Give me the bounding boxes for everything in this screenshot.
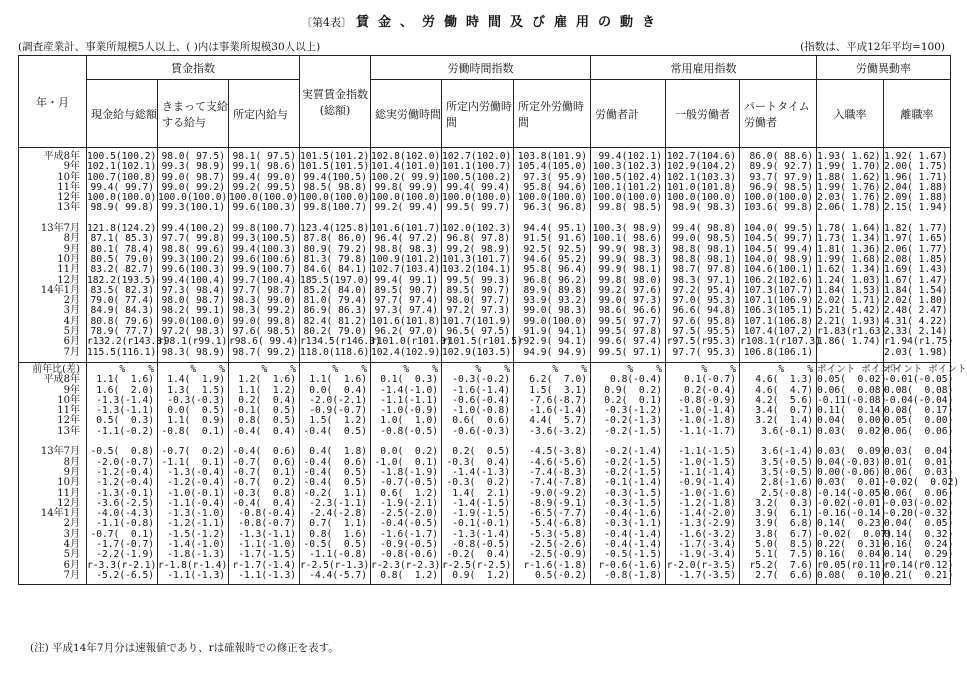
s2-separation-rate: ポイント ポイント -0.01(-0.05) 0.08( 0.08) -0.04(-0.04) 0.08( 0.17) 0.05( 0.00) 0.06( 0.06) 0.03( 0.04) 0.01( 0.01) 0.06( 0.03) -0.02( 0.02) 0.06( 0.06) -0.03(-0.02) -0.20(-0.32) 0.04( 0.05) 0.14( 0.32) 0.16( 0.24) 0.14( 0.29) r0.14(r0.12) 0.21( 0.21): [884, 362, 951, 584]
wage-hours-employment-table: [18, 55, 967, 585]
subtitle-base: (指数は、平成12年平均=100): [800, 41, 945, 53]
s1-scheduled: 98.1( 97.5) 99.1( 98.6) 99.4( 99.0) 99.2( 99.5) 100.0(100.0) 99.6(100.3) 99.8(100.7) 99.3(100.5) 99.4(100.3) 99.6(100.6) 99.9(100.7) 99.7(100.4) 97.7( 98.7) 98.3( 99.0) 98.3( 99.2) 99.0( 99.8) 97.6( 98.5) r98.6( 99.4) 98.7( 99.2): [229, 148, 300, 363]
s1-total-hours: 102.8(102.0) 101.4(101.0) 100.2( 99.9) 99.8( 99.9) 100.0(100.0) 99.2( 99.4) 101.6(101.7) 96.4( 97.2) 98.8( 98.3) 100.9(101.2) 102.7(103.4) 99.4( 99.1) 89.5( 90.7) 97.7( 97.4) 97.3( 97.4) 101.6(101.8) 96.2( 97.0) r101.0(r101.0) 102.4(102.9): [371, 148, 442, 363]
s2-accession-rate: ポイント ポイント 0.05( 0.02) 0.06( 0.08) -0.11(-0.08) 0.11( 0.14) 0.04( 0.00) 0.03( 0.02) 0.03( 0.09) 0.04(-0.03) 0.00(-0.06) 0.03( 0.01) -0.14(-0.05) -0.02(-0.01) -0.16(-0.14) 0.14( 0.23) -0.02( 0.07) 0.22( 0.31) 0.16( 0.04) r0.05(r0.11) 0.08( 0.10): [817, 362, 884, 584]
group-real-wage: 実質賃金指数(総額): [300, 56, 371, 148]
s1-scheduled-hours: 102.7(102.0) 101.1(100.7) 100.5(100.2) 99.4( 99.4) 100.0(100.0) 99.5( 99.7) 102.0(102.3) 96.8( 97.8) 99.2( 98.9) 101.3(101.7) 103.2(104.1) 99.5( 99.3) 89.5( 90.7) 98.0( 97.7) 97.2( 97.3) 101.7(101.9) 96.5( 97.5) r101.5(r101.5) 102.9(103.5): [442, 148, 514, 363]
s2-general-workers: % % 0.1(-0.7) 0.2(-0.4) -0.8(-0.9) -1.0(-1.4) -1.0(-1.8) -1.1(-1.7) -1.1(-1.5) -1.0(-1.5) -1.1(-1.4) -0.9(-1.4) -1.0(-1.6) -1.2(-1.8) -1.4(-2.0) -1.3(-2.9) -1.6(-3.2) -1.7(-3.4) -1.9(-3.4) r-2.0(r-3.5) -1.7(-3.5): [666, 362, 740, 584]
change-section: [19, 362, 951, 584]
table-number: 〔第4表〕: [300, 16, 352, 29]
index-section: [19, 148, 951, 363]
title-text: 賃金、労働時間及び雇用の動き: [355, 15, 664, 30]
col-total-cash: 現金給与総額: [87, 80, 158, 148]
s1-part-time: 86.0( 88.6) 89.9( 92.7) 93.7( 97.9) 96.9( 98.5) 100.0(100.0) 103.6( 99.8) 104.0( 99.5) 104.5( 99.7) 104.5( 99.4) 104.0( 98.9) 104.6(100.1) 106.2(102.6) 107.3(107.7) 107.1(106.9) 106.3(105.1) 107.1(106.8) 107.4(107.2) r108.1(r107.3) 106.8(106.1): [740, 148, 817, 363]
group-wage-index: 賃金指数: [87, 56, 300, 80]
subtitle-scope: (調査産業計、事業所規模5人以上、( )内は事業所規模30人以上): [18, 41, 321, 53]
col-total-hours: 総実労働時間: [371, 80, 442, 148]
section1-labels: 平成8年 9年 10年 11年 12年 13年 13年7月 8月 9月 10月 11月 12月 14年1月 2月 3月 4月 5月 6月 7月: [19, 148, 87, 363]
s1-contractual: 98.0( 97.5) 99.3( 98.9) 99.0( 98.7) 99.0( 99.2) 100.0(100.0) 99.3(100.1) 99.4(100.2) 97.7( 99.8) 98.8( 99.6) 99.3(100.2) 99.6(100.3) 99.4(100.4) 97.3( 98.4) 98.0( 98.7) 98.2( 99.1) 99.0(100.0) 97.2( 98.3) r98.1(r99.1) 98.3( 98.9): [158, 148, 229, 363]
s2-part-time: % % 4.6( 1.3) 4.6( 4.7) 4.2( 5.6) 3.4( 0.7) 3.2( 1.4) 3.6(-0.1) 3.6(-1.4) 3.5(-0.5) 3.5(-0.5) 2.8(-1.6) 2.5(-0.8) 3.2( 0.3) 3.9( 6.1) 3.9( 6.8) 3.8( 6.7) 5.0( 8.5) 5.1( 7.5) r5.2( 7.6) 2.7( 6.6): [740, 362, 817, 584]
col-contractual: きまって支給する給与: [158, 80, 229, 148]
s1-separation-rate: 1.92( 1.67) 2.00( 1.75) 1.96( 1.71) 2.04( 1.88) 2.09( 1.88) 2.15( 1.94) 1.82( 1.77) 1.97( 1.65) 2.06( 1.77) 2.08( 1.85) 1.69( 1.43) 1.67( 1.47) 1.84( 1.54) 2.02( 1.80) 2.48( 2.47) 4.31( 4.22) 2.33( 2.14) r1.94(r1.75) 2.03( 1.98): [884, 148, 951, 363]
col-general-workers: 一般労働者: [666, 80, 740, 148]
col-overtime-hours: 所定外労働時間: [514, 80, 591, 148]
s2-total-hours: % % 0.1( 0.3) -1.4(-1.0) -1.1(-1.1) -1.0(-0.9) 1.0( 1.0) -0.8(-0.5) 0.0( 0.2) -1.0( 0.1) -1.8(-1.9) -0.7(-0.5) 0.6( 1.2) -1.9(-2.1) -2.5(-2.0) -0.4(-0.5) -1.6(-1.7) -0.9(-0.5) -0.8(-0.6) r-2.3(r-2.3) 0.8( 1.2): [371, 362, 442, 584]
s1-general-workers: 102.7(104.6) 102.9(104.2) 102.1(103.3) 101.0(101.8) 100.0(100.0) 98.9( 98.3) 99.4( 98.8) 99.0( 98.5) 98.8( 98.1) 98.8( 98.1) 98.7( 97.8) 98.3( 97.1) 97.2( 95.4) 97.0( 95.3) 96.6( 94.8) 97.6( 95.8) 97.5( 95.5) r97.5(r95.3) 97.7( 95.3): [666, 148, 740, 363]
s1-real-wage: 101.5(101.2) 101.5(101.5) 99.4(100.5) 98.5( 98.8) 100.0(100.0) 99.8(100.7) 123.4(125.8) 87.8( 86.0) 80.9( 79.2) 81.3( 79.8) 84.6( 84.1) 185.5(197.0) 85.2( 84.0) 81.0( 79.4) 86.9( 86.3) 82.4( 81.2) 80.2( 79.0) r134.5(r146.3) 118.0(118.6): [300, 148, 371, 363]
footnote: (注) 平成14年7月分は速報値であり、rは確報時での修正を表す。: [30, 642, 339, 654]
s2-total-cash: % % 1.1( 1.6) 1.6( 2.0) -1.3(-1.4) -1.3(-1.1) 0.5( 0.3) -1.1(-0.2) -0.5( 0.8) -2.0(-0.7) -1.2(-0.4) -1.2(-0.4) -1.3(-0.1) -3.6(-2.5) -4.0(-4.3) -1.1(-0.8) -0.7( 0.1) -1.7(-0.7) -2.2(-1.9) r-3.3(r-2.1) -5.2(-6.5): [87, 362, 158, 584]
s2-contractual: % % 1.4( 1.9) 1.3( 1.5) -0.3(-0.3) 0.0( 0.5) 1.1( 0.9) -0.8( 0.1) -0.7( 0.2) -1.1( 0.1) -1.3(-0.4) -1.2(-0.4) -1.0(-0.1) -1.1(-0.4) -1.3(-1.0) -1.2(-1.1) -1.5(-1.2) -1.4(-1.0) -1.8(-1.3) r-1.8(r-1.4) -1.1(-1.3): [158, 362, 229, 584]
s1-overtime-hours: 103.8(101.9) 105.4(105.0) 97.3( 95.9) 95.8( 94.6) 100.0(100.0) 96.3( 96.8) 94.4( 95.1) 91.5( 91.6) 92.5( 92.5) 94.6( 95.2) 95.8( 96.4) 96.8( 96.2) 89.9( 89.8) 93.9( 93.2) 99.0( 98.3) 99.0(100.0) 91.9( 94.1) r92.9( 94.1) 94.9( 94.9): [514, 148, 591, 363]
s2-scheduled-hours: % % -0.3(-0.2) -1.6(-1.4) -0.6(-0.4) -1.0(-0.8) 0.6( 0.6) -0.6(-0.3) 0.2( 0.5) -0.3( 0.4) -1.4(-1.3) -0.3( 0.2) 1.4( 2.1) -1.4(-1.5) -1.9(-1.5) -0.1(-0.1) -1.3(-1.4) -0.8(-0.5) -0.2( 0.4) r-2.5(r-2.5) 0.9( 1.2): [442, 362, 514, 584]
s2-scheduled: % % 1.2( 1.6) 1.1( 1.2) 0.2( 0.4) -0.1( 0.5) 0.8( 0.5) -0.4( 0.4) -0.4( 0.6) -0.7( 0.6) -0.7( 0.1) -0.7( 0.2) -0.3( 0.8) -0.4( 0.4) -0.8(-0.4) -0.8(-0.7) -1.3(-1.1) -1.1(-1.0) -1.7(-1.5) r-1.7(-1.4) -1.1(-1.3): [229, 362, 300, 584]
s1-accession-rate: 1.93( 1.62) 1.99( 1.70) 1.88( 1.62) 1.99( 1.76) 2.03( 1.76) 2.06( 1.78) 1.78( 1.64) 1.73( 1.34) 1.81( 1.36) 1.99( 1.68) 1.62( 1.34) 1.24( 1.03) 1.84( 1.53) 2.02( 1.71) 5.21( 5.42) 2.21( 1.93) r1.83(r1.63) 1.86( 1.74): [817, 148, 884, 363]
group-employment-index: 常用雇用指数: [591, 56, 817, 80]
s1-total-cash: 100.5(100.2) 102.1(102.1) 100.7(100.8) 99.4( 99.7) 100.0(100.0) 98.9( 99.8) 121.8(124.2) 87.1( 85.3) 80.1( 78.4) 80.5( 79.0) 83.2( 82.7) 182.2(193.5) 83.5( 82.3) 79.0( 77.4) 84.9( 84.3) 80.8( 79.6) 78.9( 77.7) r132.2(r143.8) 115.5(116.1): [87, 148, 158, 363]
group-hours-index: 労働時間指数: [371, 56, 591, 80]
col-part-time: パートタイム労働者: [740, 80, 817, 148]
s2-all-workers: % % 0.8(-0.4) 0.9( 0.2) 0.2( 0.1) -0.3(-1.2) -0.2(-1.3) -0.2(-1.5) -0.2(-1.4) -0.2(-1.5) -0.2(-1.5) -0.1(-1.4) -0.3(-1.5) -0.3(-1.5) -0.4(-1.6) -0.3(-1.1) -0.4(-1.4) -0.4(-1.4) -0.5(-1.5) r-0.6(-1.6) -0.8(-1.8): [591, 362, 666, 584]
col-accession-rate: 入職率: [817, 80, 884, 148]
s2-overtime-hours: % % 6.2( 7.0) 1.5( 3.1) -7.6(-8.7) -1.6(-1.4) 4.4( 5.7) -3.6(-3.2) -4.5(-3.8) -4.6(-5.6) -7.4(-8.3) -7.4(-7.8) -9.0(-9.2) -8.9(-9.1) -6.5(-7.7) -5.4(-6.8) -5.3(-5.8) -2.5(-2.6) -2.5(-0.9) r-1.6(-1.8) 0.5(-0.2): [514, 362, 591, 584]
s2-real-wage: % % 1.1( 1.6) 0.0( 0.4) -2.0(-2.1) -0.9(-0.7) 1.5( 1.2) -0.4( 0.5) 0.4( 1.8) -0.4( 0.6) -0.4( 0.5) -0.4( 0.5) -0.2( 1.1) -2.3(-1.1) -2.4(-2.8) 0.7( 1.1) 0.8( 1.6) -0.5( 0.5) -1.1(-0.8) r-2.5(r-1.3) -4.4(-5.7): [300, 362, 371, 584]
col-all-workers: 労働者計: [591, 80, 666, 148]
col-scheduled-hours: 所定内労働時間: [442, 80, 514, 148]
section2-labels: 前年比(差) 平成8年 9年 10年 11年 12年 13年 13年7月 8月 9月 10月 11月 12月 14年1月 2月 3月 4月 5月 6月 7月: [19, 362, 87, 584]
col-scheduled: 所定内給与: [229, 80, 300, 148]
group-turnover-rate: 労働異動率: [817, 56, 951, 80]
s1-all-workers: 99.4(102.1) 100.3(102.3) 100.5(102.4) 100.1(101.2) 100.0(100.0) 99.8( 98.5) 100.3( 98.9) 100.1( 98.6) 99.9( 98.3) 99.9( 98.3) 99.9( 98.1) 99.8( 98.0) 99.2( 97.6) 99.0( 97.3) 98.6( 96.6) 99.5( 97.7) 99.5( 97.8) 99.6( 97.4) 99.5( 97.1): [591, 148, 666, 363]
col-separation-rate: 離職率: [884, 80, 951, 148]
table-title: [0, 11, 965, 30]
row-label-header: 年・月: [19, 56, 87, 148]
